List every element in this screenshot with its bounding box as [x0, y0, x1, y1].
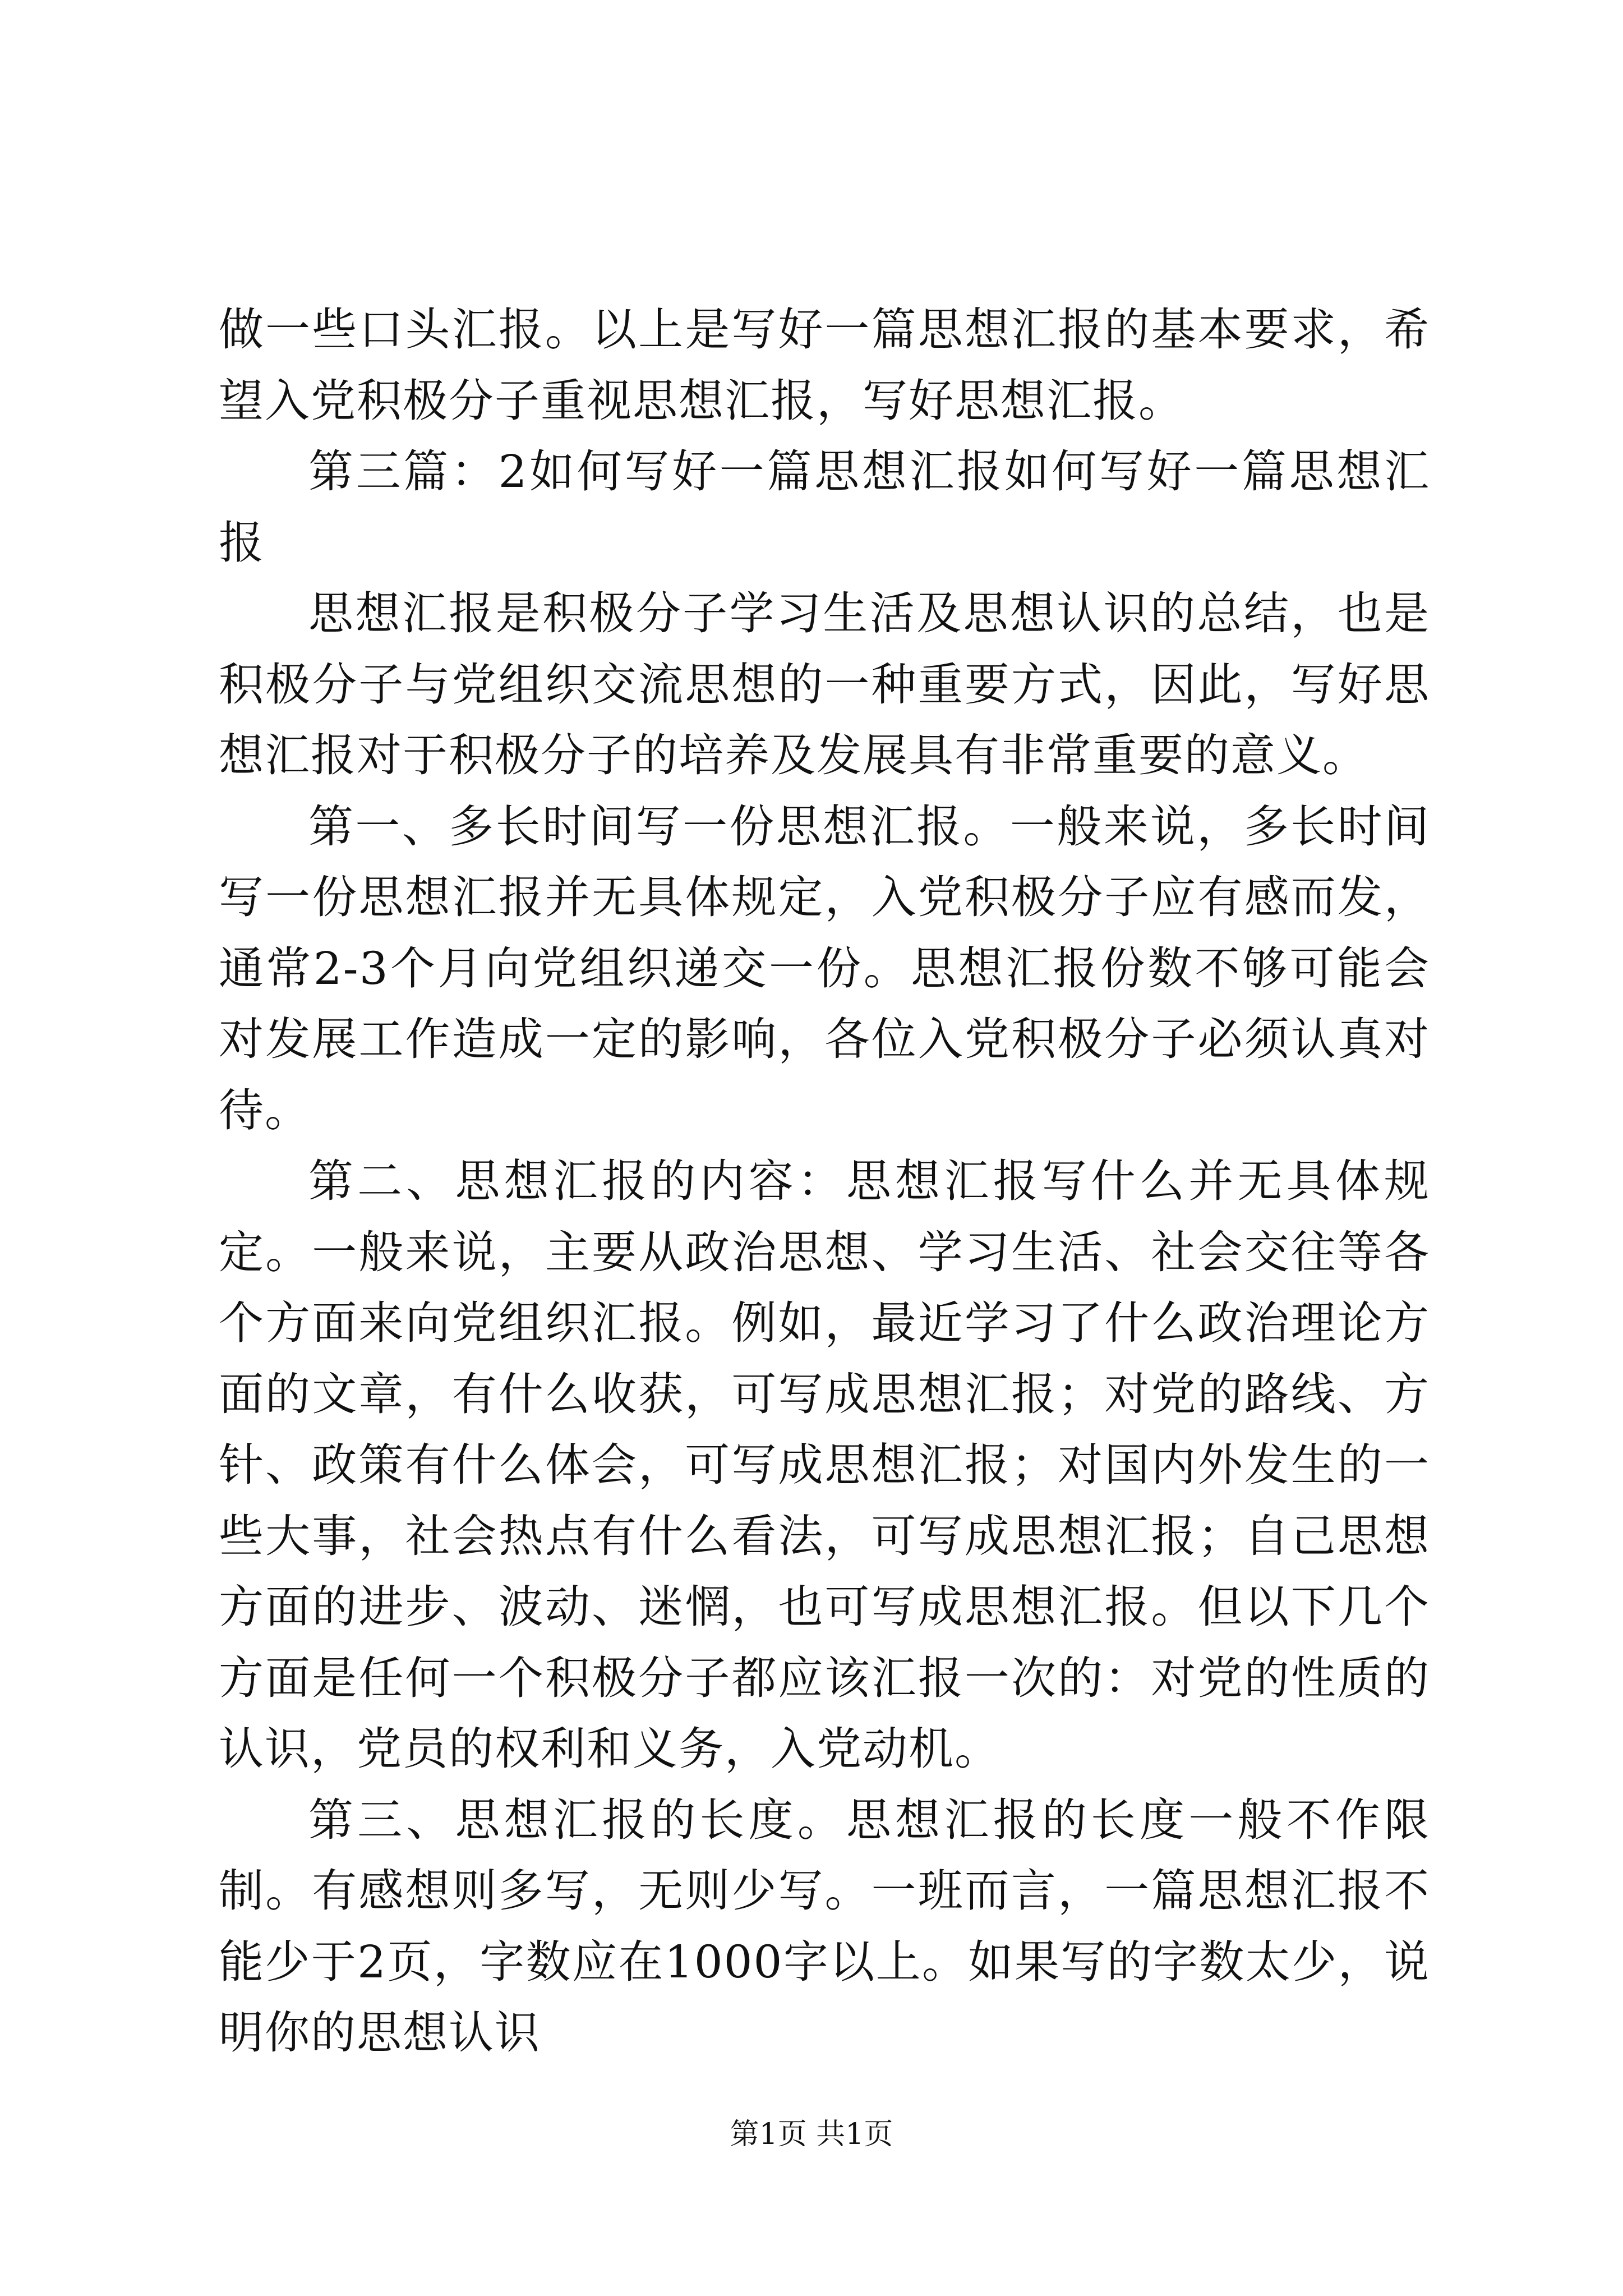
- page-number-label: 第1页 共1页: [730, 2118, 893, 2151]
- paragraph-continuation: 做一些口头汇报。以上是写好一篇思想汇报的基本要求，希望入党积极分子重视思想汇报，写好思想汇报。: [219, 303, 1430, 427]
- paragraph-point-two: 第二、思想汇报的内容：思想汇报写什么并无具体规定。一般来说，主要从政治思想、学习生活、社会交往等各个方面来向党组织汇报。例如，最近学习了什么政治理论方面的文章，有什么收获，可写成思想汇报；对党的路线、方针、政策有什么体会，可写成思想汇报；对国内外发生的一些大事，社会热点有什么看法，可写成思想汇报；自己思想方面的进步、波动、迷惘，也可写成思想汇报。但以下几个方面是任何一个积极分子都应该汇报一次的：对党的性质的认识，党员的权利和义务，入党动机。: [219, 1155, 1430, 1775]
- paragraph-intro: 思想汇报是积极分子学习生活及思想认识的总结，也是积极分子与党组织交流思想的一种重要方式，因此，写好思想汇报对于积极分子的培养及发展具有非常重要的意义。: [219, 587, 1430, 781]
- page-footer: [0, 2115, 1623, 2154]
- document-body: [219, 295, 1430, 2069]
- paragraph-point-one: 第一、多长时间写一份思想汇报。一般来说，多长时间写一份思想汇报并无具体规定，入党积极分子应有感而发，通常2-3个月向党组织递交一份。思想汇报份数不够可能会对发展工作造成一定的影响，各位入党积极分子必须认真对待。: [219, 800, 1430, 1137]
- paragraph-section-heading: 第三篇：2如何写好一篇思想汇报如何写好一篇思想汇报: [219, 445, 1430, 569]
- paragraph-point-three: 第三、思想汇报的长度。思想汇报的长度一般不作限制。有感想则多写，无则少写。一班而言，一篇思想汇报不能少于2页，字数应在1000字以上。如果写的字数太少，说明你的思想认识: [219, 1793, 1430, 2059]
